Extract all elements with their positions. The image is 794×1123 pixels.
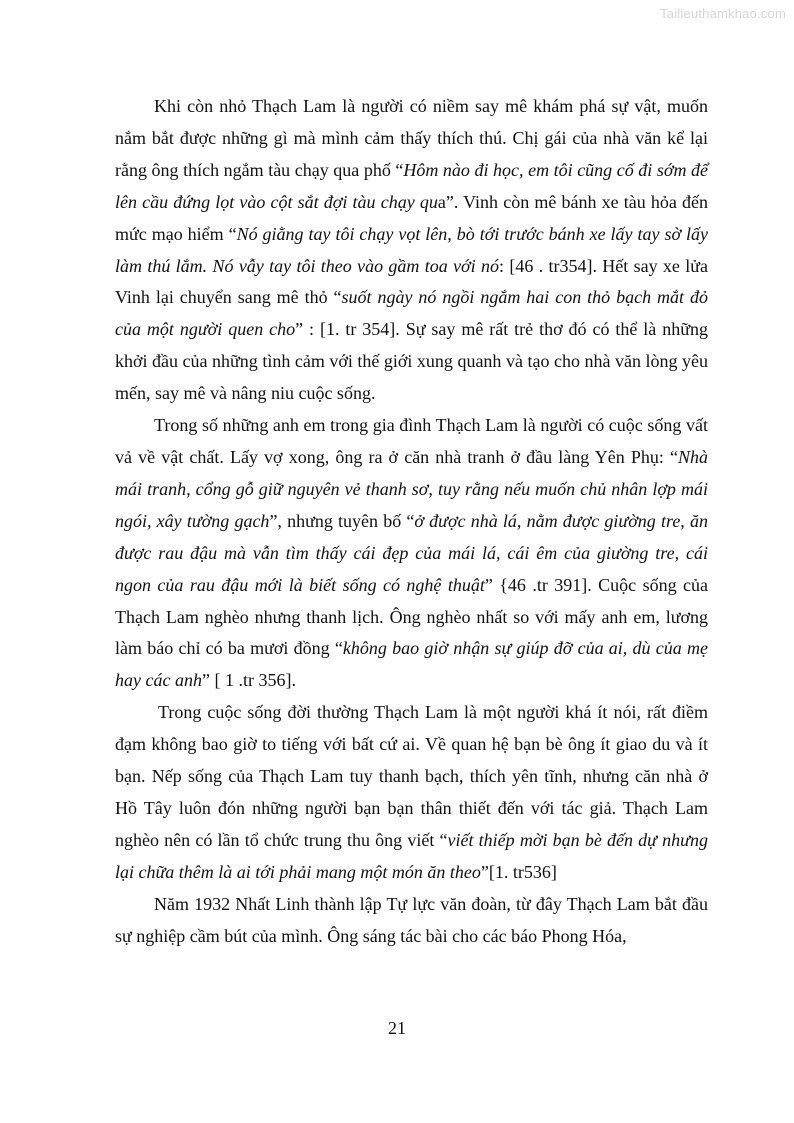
quote-text: Nhà mái tranh, cổng gỗ giữ nguyên vẻ thanh sơ, tuy rằng nếu muốn chủ nhân lợp mái ngói, xây tường gạch: [115, 446, 708, 531]
text-run: a”. Vinh còn mê bánh xe tàu hỏa đến mức mạo hiểm “: [115, 191, 709, 244]
quote-text: không bao giờ nhận sự giúp đỡ của ai, dù của mẹ hay các anh: [115, 638, 709, 691]
text-run: : [46 . tr354]. Hết say xe lửa Vinh lại chuyển sang mê thỏ “: [115, 255, 708, 308]
quote-text: suốt ngày nó ngồi ngắm hai con thỏ bạch mắt đỏ của một người quen cho: [115, 287, 708, 340]
paragraph-1: [115, 91, 708, 410]
quote-text: viết thiếp mời bạn bè đến dự nhưng lại chữa thêm là ai tới phải mang một món ăn theo: [115, 829, 708, 882]
text-run: ”, nhưng tuyên bố “: [269, 510, 415, 531]
text-run: Khi còn nhỏ Thạch Lam là người có niềm say mê khám phá sự vật, muốn nắm bắt được những gì mà mình cảm thấy thích thú. Chị gái của nhà văn kể lại rằng ông thích ngắm tàu chạy qua phố “: [115, 96, 708, 180]
text-run: ” : [1. tr 354]. Sự say mê rất trẻ thơ đó có thể là những khởi đầu của những tình cảm với thế giới xung quanh và tạo cho nhà văn lòng yêu mến, say mê và nâng niu cuộc sống.: [115, 319, 708, 404]
text-run: ” [ 1 .tr 356].: [201, 670, 296, 691]
text-run: Trong số những anh em trong gia đình Thạch Lam là người có cuộc sống vất vả về vật chất. Lấy vợ xong, ông ra ở căn nhà tranh ở đầu làng Yên Phụ: “: [115, 415, 708, 467]
text-run: Trong cuộc sống đời thường Thạch Lam là một người khá ít nói, rất điềm đạm không bao giờ to tiếng với bất cứ ai. Về quan hệ bạn bè ông ít giao du và ít bạn. Nếp sống của Thạch Lam tuy thanh bạch, thích yên tĩnh, nhưng căn nhà ở Hồ Tây luôn đón những người bạn bạn thân thiết đến với tác giả. Thạch Lam nghèo nên có lần tổ chức trung thu ông viết “: [115, 702, 708, 850]
watermark: Tailieuthamkhao.com: [660, 6, 786, 21]
paragraph-4: [115, 889, 708, 953]
text-run: ” {46 .tr 391]. Cuộc sống của Thạch Lam nghèo nhưng thanh lịch. Ông nghèo nhất so với mấy anh em, lương làm báo chỉ có ba mươi đồng “: [115, 574, 708, 659]
page-number: 21: [388, 1018, 406, 1038]
paragraph-2: [115, 410, 708, 697]
document-body: [115, 91, 708, 952]
text-run: Năm 1932 Nhất Linh thành lập Tự lực văn đoàn, từ đây Thạch Lam bắt đầu sự nghiệp cầm bút của mình. Ông sáng tác bài cho các báo Phong Hóa,: [115, 893, 708, 946]
quote-text: Hôm nào đi học, em tôi cũng cố đi sớm để lên cầu đứng lọt vào cột sắt đợi tàu chạy qu: [115, 159, 708, 212]
text-run: ”[1. tr536]: [480, 861, 557, 882]
quote-text: ở được nhà lá, nằm được giường tre, ăn được rau đậu mà vẫn tìm thấy cái đẹp của mái lá, cái êm của giường tre, cái ngon của rau đậu mới là biết sống có nghệ thuật: [115, 510, 708, 595]
quote-text: Nó giằng tay tôi chạy vọt lên, bò tới trước bánh xe lấy tay sờ lấy làm thú lắm. Nó vẫy tay tôi theo vào gầm toa với nó: [115, 223, 709, 276]
paragraph-3: [115, 697, 708, 888]
